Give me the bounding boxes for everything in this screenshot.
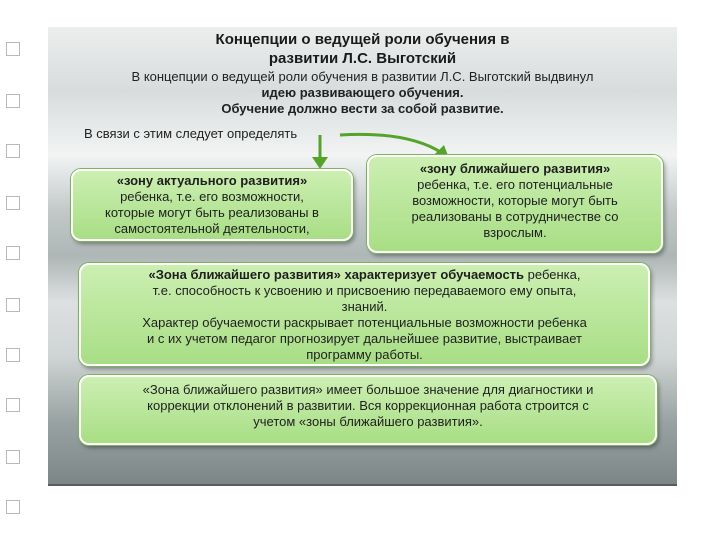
slide-bullet-square-icon	[6, 246, 20, 260]
intro-line-bold: идею развивающего обучения.	[261, 85, 464, 100]
box-line: которые могут быть реализованы в	[105, 205, 319, 220]
intro-text	[48, 69, 677, 117]
arrow-down-icon	[310, 135, 330, 171]
box-line: т.е. способность к усвоению и присвоению передаваемого ему опыта,	[152, 283, 577, 298]
intro-line-bold: Обучение должно вести за собой развитие.	[221, 101, 504, 116]
slide-bullet-square-icon	[6, 348, 20, 362]
slide-bottom-border	[48, 484, 677, 486]
box-line: знаний.	[341, 299, 388, 314]
box-header: «зону актуального развития»	[116, 173, 308, 188]
box-line: ребенка, т.е. его возможности,	[120, 189, 304, 204]
intro-line: В концепции о ведущей роли обучения в развитии Л.С. Выготский выдвинул	[131, 69, 594, 84]
box-line: самостоятельной деятельности,	[114, 221, 310, 236]
slide-bullet-square-icon	[6, 144, 20, 158]
slide-bullet-square-icon	[6, 298, 20, 312]
slide-title	[48, 30, 677, 68]
box-line: «Зона ближайшего развития» характеризует обучаемость ребенка,	[148, 267, 581, 282]
box-line: программу работы.	[306, 347, 423, 362]
actual-development-box	[71, 169, 353, 241]
slide-bullet-square-icon	[6, 94, 20, 108]
box-line: реализованы в сотрудничестве со	[411, 209, 619, 224]
proximal-development-box	[367, 155, 663, 253]
box-line: учетом «зоны ближайшего развития».	[253, 414, 483, 429]
box-header: «зону ближайшего развития»	[419, 161, 611, 176]
slide-bullet-square-icon	[6, 398, 20, 412]
slide-canvas	[48, 27, 677, 485]
slide-bullet-square-icon	[6, 196, 20, 210]
box-line: ребенка, т.е. его потенциальные	[417, 177, 613, 192]
box-line: и с их учетом педагог прогнозирует дальнейшее развитие, выстраивает	[146, 331, 582, 346]
title-line: развитии Л.С. Выготский	[268, 50, 457, 67]
box-line: взрослым.	[483, 225, 547, 240]
learnability-box	[79, 263, 650, 366]
slide-bullet-square-icon	[6, 450, 20, 464]
box-line: Характер обучаемости раскрывает потенциальные возможности ребенка	[142, 315, 587, 330]
box-line: коррекции отклонений в развитии. Вся коррекционная работа строится с	[147, 398, 589, 413]
diagnostics-box	[79, 375, 657, 445]
lead-text: В связи с этим следует определять	[84, 126, 298, 141]
box-line: возможности, которые могут быть	[412, 193, 618, 208]
box-line: «Зона ближайшего развития» имеет большое значение для диагностики и	[142, 382, 594, 397]
slide-bullet-square-icon	[6, 42, 20, 56]
slide-bullet-square-icon	[6, 500, 20, 514]
title-line: Концепции о ведущей роли обучения в	[215, 31, 510, 48]
